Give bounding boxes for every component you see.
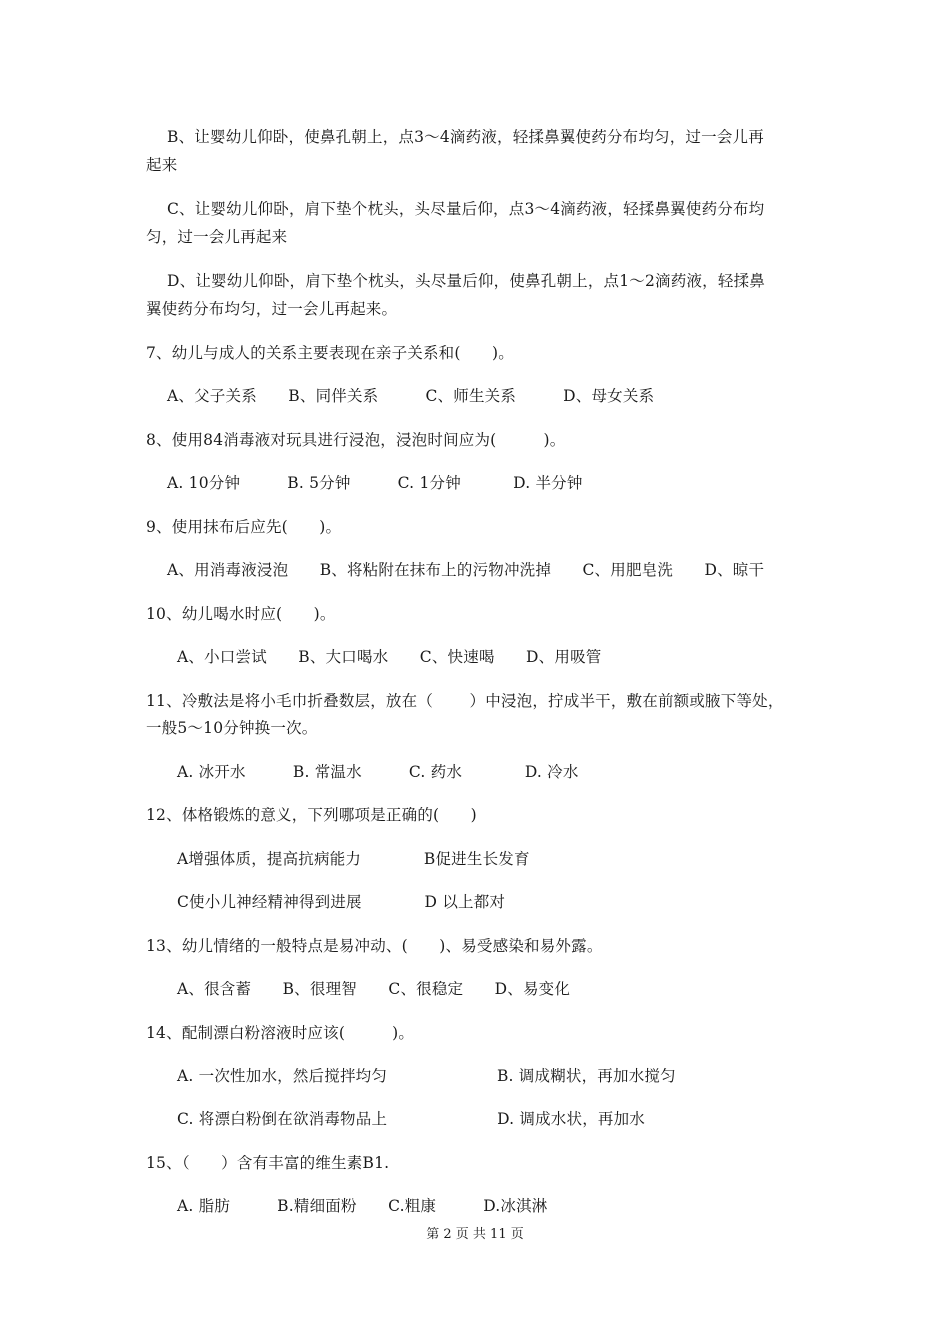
question-11-line-2: 一般5～10分钟换一次。 — [146, 719, 318, 737]
question-12: 12、体格锻炼的意义，下列哪项是正确的( ) — [146, 806, 477, 824]
question-13-options: A、很含蓄 B、很理智 C、很稳定 D、易变化 — [177, 980, 571, 998]
question-10-options: A、小口尝试 B、大口喝水 C、快速喝 D、用吸管 — [177, 648, 602, 666]
question-7-options: A、父子关系 B、同伴关系 C、师生关系 D、母女关系 — [167, 387, 655, 405]
option-6c-line-1: C、让婴幼儿仰卧，肩下垫个枕头，头尽量后仰，点3～4滴药液，轻揉鼻翼使药分布均 — [167, 200, 765, 218]
question-9: 9、使用抹布后应先( )。 — [146, 518, 342, 536]
question-10: 10、幼儿喝水时应( )。 — [146, 605, 336, 623]
question-11-options: A. 冰开水 B. 常温水 C. 药水 D. 冷水 — [177, 763, 579, 781]
option-6d-line-1: D、让婴幼儿仰卧，肩下垫个枕头，头尽量后仰，使鼻孔朝上，点1～2滴药液，轻揉鼻 — [167, 272, 765, 290]
option-6b-line-2: 起来 — [146, 156, 178, 174]
question-8: 8、使用84消毒液对玩具进行浸泡，浸泡时间应为( )。 — [146, 431, 566, 449]
page-footer: 第 2 页 共 11 页 — [426, 1227, 524, 1242]
question-13: 13、幼儿情绪的一般特点是易冲动、( )、易受感染和易外露。 — [146, 937, 603, 955]
option-6d-line-2: 翼使药分布均匀，过一会儿再起来。 — [146, 300, 398, 318]
question-14: 14、配制漂白粉溶液时应该( )。 — [146, 1024, 415, 1042]
question-7: 7、幼儿与成人的关系主要表现在亲子关系和( )。 — [146, 344, 514, 362]
option-6c-line-2: 匀，过一会儿再起来 — [146, 228, 288, 246]
question-15: 15、（ ）含有丰富的维生素B1. — [146, 1154, 390, 1172]
question-12-options-1: A增强体质，提高抗病能力 B促进生长发育 — [177, 850, 530, 868]
question-9-options: A、用消毒液浸泡 B、将粘附在抹布上的污物冲洗掉 C、用肥皂洗 D、晾干 — [167, 561, 765, 579]
question-15-options: A. 脂肪 B.精细面粉 C.粗康 D.冰淇淋 — [177, 1197, 548, 1215]
question-12-options-2: C使小儿神经精神得到进展 D 以上都对 — [177, 893, 506, 911]
option-6b-line-1: B、让婴幼儿仰卧，使鼻孔朝上，点3～4滴药液，轻揉鼻翼使药分布均匀，过一会儿再 — [167, 128, 764, 146]
question-14-options-2: C. 将漂白粉倒在欲消毒物品上 D. 调成水状，再加水 — [177, 1110, 645, 1128]
question-14-options-1: A. 一次性加水，然后搅拌均匀 B. 调成糊状，再加水搅匀 — [177, 1067, 676, 1085]
question-11-line-1: 11、冷敷法是将小毛巾折叠数层，放在（ ）中浸泡，拧成半干，敷在前额或腋下等处， — [146, 692, 784, 710]
question-8-options: A. 10分钟 B. 5分钟 C. 1分钟 D. 半分钟 — [167, 474, 583, 492]
